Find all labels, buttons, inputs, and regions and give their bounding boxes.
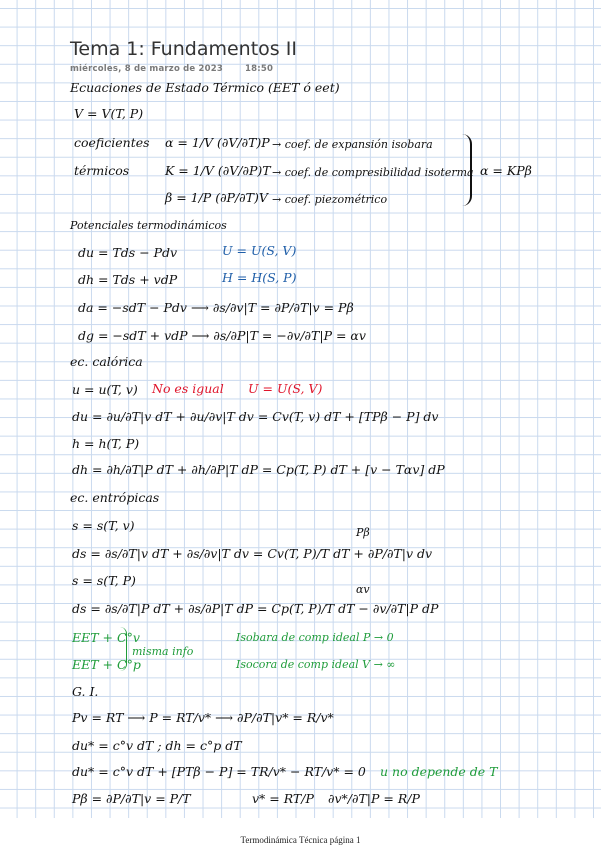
du-dh-star: du* = c°v dT ; dh = c°p dT	[72, 738, 242, 753]
v-state-equation: V = V(T, P)	[74, 106, 144, 121]
alpha-description: → coef. de expansión isobara	[272, 138, 433, 151]
dg-equation: dg = −sdT + vdP ⟶ ∂s/∂P|T = −∂v/∂T|P = αv	[78, 328, 366, 343]
pv-rt-chain: Pv = RT ⟶ P = RT/v* ⟶ ∂P/∂T|v* = R/v*	[72, 710, 334, 725]
pbeta-line: Pβ = ∂P/∂T|v = P/T	[72, 791, 191, 806]
u-of-s-v-red: U = U(S, V)	[248, 381, 323, 396]
right-brace	[462, 134, 472, 206]
h-of-t-p: h = h(T, P)	[72, 436, 140, 451]
coef-label-2: térmicos	[74, 163, 130, 178]
dh-expansion: dh = ∂h/∂T|P dT + ∂h/∂P|T dP = Cp(T, P) dT + [v − Tαv] dP	[72, 462, 445, 477]
isocora-note: Isocora de comp ideal V → ∞	[236, 658, 396, 671]
heading-calorica: ec. calórica	[70, 354, 143, 369]
heading-gas-ideal: G. I.	[72, 684, 99, 699]
heading-ecuaciones-estado: Ecuaciones de Estado Térmico (EET ó eet)	[70, 80, 340, 95]
du-expansion: du = ∂u/∂T|v dT + ∂u/∂v|T dv = Cv(T, v) dT + [TPβ − P] dv	[72, 409, 439, 424]
da-equation: da = −sdT − Pdv ⟶ ∂s/∂v|T = ∂P/∂T|v = Pβ	[78, 300, 354, 315]
ds-expansion-p: ds = ∂s/∂T|P dT + ∂s/∂P|T dP = Cp(T, P)/T dT − ∂v/∂T|P dP	[72, 601, 439, 616]
eet-cv: EET + C°v	[72, 630, 140, 645]
page-date	[70, 64, 273, 74]
h-of-s-p: H = H(S, P)	[222, 270, 297, 285]
isobara-note: Isobara de comp ideal P → 0	[236, 631, 394, 644]
du-equation: du = Tds − Pdv	[78, 245, 178, 260]
alpha-kpb-relation: α = KPβ	[480, 163, 532, 178]
u-of-s-v: U = U(S, V)	[222, 243, 297, 258]
page-footer: Termodinámica Técnica página 1	[240, 835, 361, 845]
du-star-zero: du* = c°v dT + [PTβ − P] = TR/v* − RT/v* = 0	[72, 764, 366, 779]
beta-equation: β = 1/P (∂P/∂T)V	[165, 190, 268, 205]
heading-potenciales: Potenciales termodinámicos	[70, 219, 227, 232]
pbeta-annotation: Pβ	[356, 526, 370, 539]
heading-entropicas: ec. entrópicas	[70, 490, 160, 505]
alpha-equation: α = 1/V (∂V/∂T)P	[165, 135, 270, 150]
u-of-t-v: u = u(T, v)	[72, 382, 138, 397]
alphav-annotation: αv	[356, 583, 370, 596]
misma-info-note: misma info	[132, 645, 194, 658]
dh-equation: dh = Tds + vdP	[78, 272, 178, 287]
ds-expansion-v: ds = ∂s/∂T|v dT + ∂s/∂v|T dv = Cv(T, P)/T dT + ∂P/∂T|v dv	[72, 546, 433, 561]
date-text: miércoles, 8 de marzo de 2023	[70, 64, 224, 74]
page-title: Tema 1: Fundamentos II	[70, 38, 297, 60]
dv-star-dt: ∂v*/∂T|P = R/P	[328, 791, 420, 806]
time-text: 18:50	[245, 64, 274, 74]
coef-label-1: coeficientes	[74, 135, 150, 150]
s-of-t-v: s = s(T, v)	[72, 518, 135, 533]
u-no-depende-note: u no depende de T	[380, 764, 498, 779]
beta-description: → coef. piezométrico	[272, 193, 388, 206]
green-brace	[120, 627, 127, 671]
eet-cp: EET + C°p	[72, 657, 141, 672]
v-star-eq: v* = RT/P	[252, 791, 314, 806]
kappa-equation: K = 1/V (∂V/∂P)T	[165, 163, 271, 178]
s-of-t-p: s = s(T, P)	[72, 573, 136, 588]
no-es-igual-note: No es igual	[152, 381, 224, 396]
kappa-description: → coef. de compresibilidad isoterma	[272, 166, 474, 179]
